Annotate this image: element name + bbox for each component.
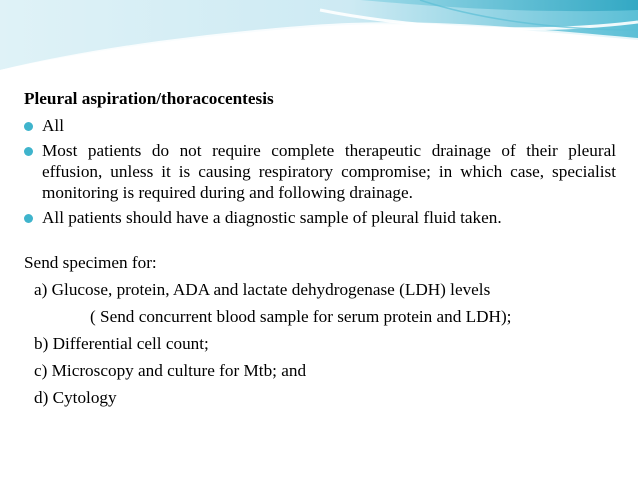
specimen-list <box>24 279 616 408</box>
specimen-heading: Send specimen for: <box>24 253 157 272</box>
bullet-dot-icon <box>24 122 33 131</box>
slide-heading: Pleural aspiration/thoracocentesis <box>24 89 274 108</box>
slide-content <box>24 88 616 414</box>
spacer <box>24 232 616 252</box>
specimen-item: c) Microscopy and culture for Mtb; and <box>34 361 307 380</box>
bullet-text: Most patients do not require complete therapeutic drainage of their pleural effusion, unless it is causing respiratory compromise; in which case, specialist monitoring is required during and following drainage. <box>42 141 616 202</box>
bullet-dot-icon <box>24 147 33 156</box>
specimen-note: ( Send concurrent blood sample for serum protein and LDH); <box>90 307 512 326</box>
header-swoosh-decoration <box>0 0 638 80</box>
bullet-item <box>24 207 616 228</box>
specimen-item: d) Cytology <box>34 388 117 407</box>
bullet-list <box>24 115 616 228</box>
bullet-item <box>24 115 616 136</box>
specimen-item: a) Glucose, protein, ADA and lactate dehydrogenase (LDH) levels <box>34 280 491 299</box>
specimen-item: b) Differential cell count; <box>34 334 209 353</box>
bullet-item <box>24 140 616 203</box>
bullet-dot-icon <box>24 214 33 223</box>
bullet-text: All patients should have a diagnostic sample of pleural fluid taken. <box>42 208 502 227</box>
bullet-text: All <box>42 116 64 135</box>
